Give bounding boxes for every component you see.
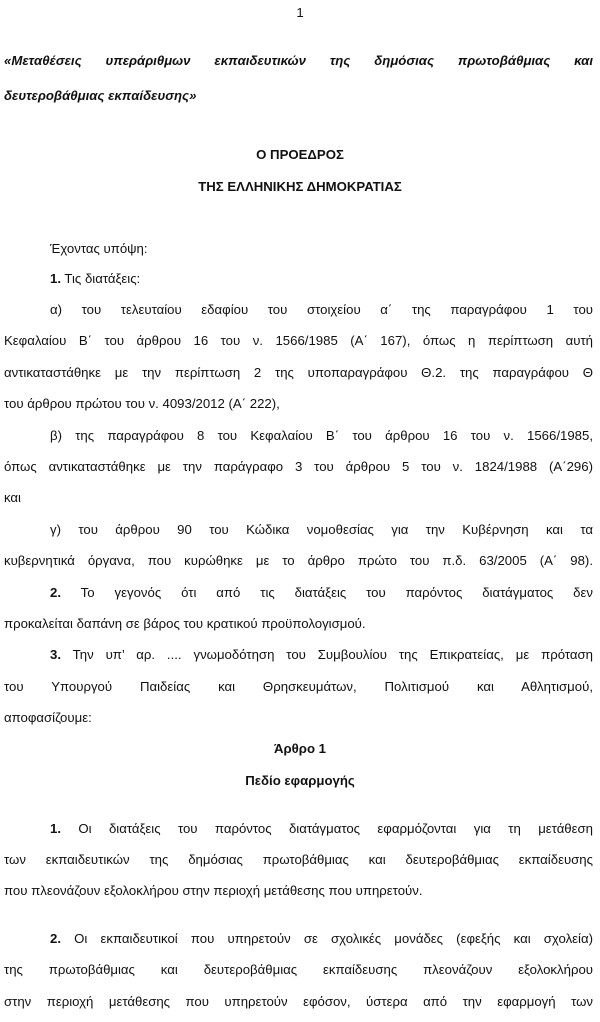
item-3-line-2: του Υπουργού Παιδείας και Θρησκευμάτων, Πολιτισμού και Αθλητισμού,: [4, 679, 593, 694]
item-1: [50, 270, 140, 288]
item-2-line-1: [50, 584, 593, 602]
item-a-line-3: αντικαταστάθηκε με την περίπτωση 2 της υποπαραγράφου Θ.2. της παραγράφου Θ: [4, 365, 593, 380]
item-a-line-1: α) του τελευταίου εδαφίου του στοιχείου α΄ της παραγράφου 1 του: [50, 302, 593, 317]
item-3-line-1: [50, 646, 593, 664]
paragraph-2-line-2: της πρωτοβάθμιας και δευτεροβάθμιας εκπαίδευσης πλεονάζουν εξολοκλήρου: [4, 962, 593, 977]
decree-title-line-1: «Μεταθέσεις υπεράριθμων εκπαιδευτικών της δημόσιας πρωτοβάθμιας και: [4, 53, 593, 68]
paragraph-1-number: 1.: [50, 821, 61, 836]
item-b-line-3: και: [4, 490, 21, 505]
item-2-text: Το γεγονός ότι από τις διατάξεις του παρόντος διατάγματος δεν: [61, 585, 593, 600]
paragraph-2-text: Οι εκπαιδευτικοί που υπηρετούν σε σχολικές μονάδες (εφεξής και σχολεία): [61, 931, 593, 946]
item-a-line-2: Κεφαλαίου Β΄ του άρθρου 16 του ν. 1566/1985 (Α΄ 167), όπως η περίπτωση αυτή: [4, 333, 593, 348]
item-2-number: 2.: [50, 585, 61, 600]
item-b-line-1: β) της παραγράφου 8 του Κεφαλαίου Β΄ του άρθρου 16 του ν. 1566/1985,: [50, 428, 593, 443]
decree-title-line-2: δευτεροβάθμιας εκπαίδευσης»: [4, 88, 197, 103]
item-2-line-2: προκαλείται δαπάνη σε βάρος του κρατικού προϋπολογισμού.: [4, 616, 366, 631]
heading-president: Ο ΠΡΟΕΔΡΟΣ: [256, 147, 344, 162]
item-g-line-2: κυβερνητικά όργανα, που κυρώθηκε με το άρθρο πρώτο του π.δ. 63/2005 (Α΄ 98).: [4, 553, 593, 568]
paragraph-2-line-1: [50, 930, 593, 948]
item-1-text: Τις διατάξεις:: [61, 271, 141, 286]
paragraph-1-line-2: των εκπαιδευτικών της δημόσιας πρωτοβάθμιας και δευτεροβάθμιας εκπαίδευσης: [4, 852, 593, 867]
item-1-number: 1.: [50, 271, 61, 286]
having-regard: Έχοντας υπόψη:: [50, 241, 148, 256]
article-subheading: Πεδίο εφαρμογής: [245, 773, 355, 788]
item-a-line-4: του άρθρου πρώτου του ν. 4093/2012 (Α΄ 222),: [4, 396, 280, 411]
heading-republic: ΤΗΣ ΕΛΛΗΝΙΚΗΣ ΔΗΜΟΚΡΑΤΙΑΣ: [198, 179, 402, 194]
paragraph-2-line-3: στην περιοχή μετάθεσης που υπηρετούν εφόσον, ύστερα από την εφαρμογή των: [4, 994, 593, 1009]
paragraph-2-number: 2.: [50, 931, 61, 946]
article-heading: Άρθρο 1: [273, 741, 327, 756]
item-3-text: Την υπ’ αρ. .... γνωμοδότηση του Συμβουλίου της Επικρατείας, με πρόταση: [61, 647, 593, 662]
item-3-number: 3.: [50, 647, 61, 662]
paragraph-1-line-3: που πλεονάζουν εξολοκλήρου στην περιοχή μετάθεσης που υπηρετούν.: [4, 883, 423, 898]
item-3-line-3: αποφασίζουμε:: [4, 710, 92, 725]
item-b-line-2: όπως αντικαταστάθηκε με την παράγραφο 3 του άρθρου 5 του ν. 1824/1988 (Α΄296): [4, 459, 593, 474]
page-number: 1: [296, 5, 304, 20]
paragraph-1-text: Οι διατάξεις του παρόντος διατάγματος εφαρμόζονται για τη μετάθεση: [61, 821, 593, 836]
item-g-line-1: γ) του άρθρου 90 του Κώδικα νομοθεσίας για την Κυβέρνηση και τα: [50, 522, 593, 537]
paragraph-1-line-1: [50, 820, 593, 838]
